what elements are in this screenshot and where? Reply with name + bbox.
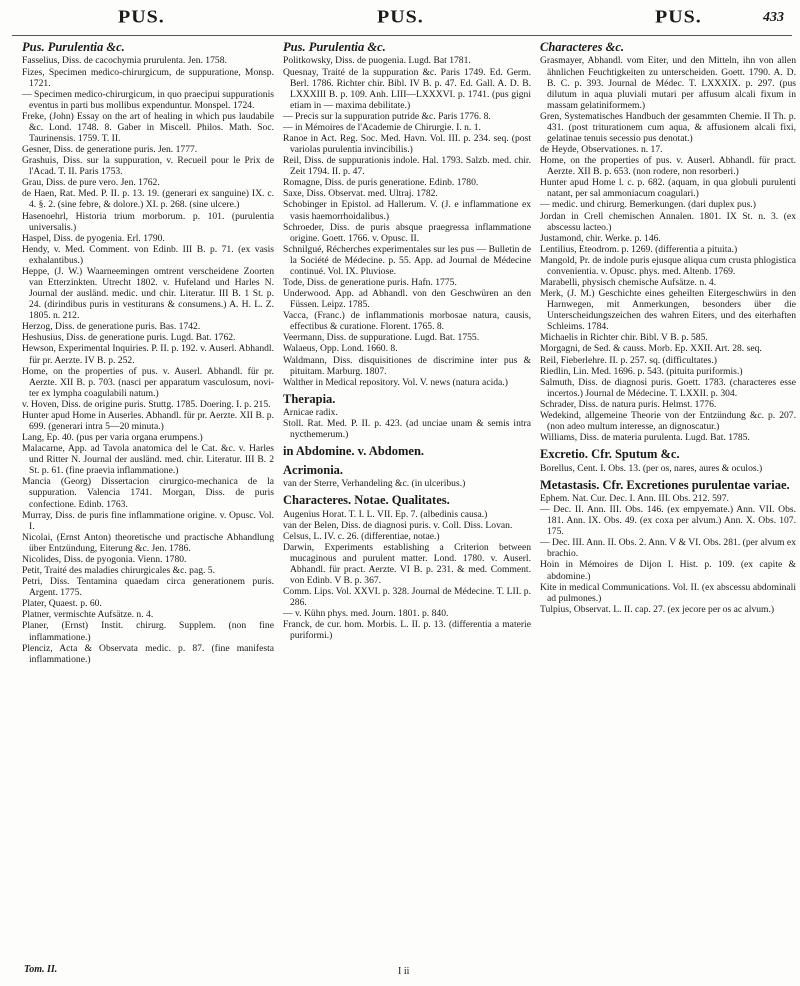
column-1 [22, 40, 274, 665]
bibliography-entry: v. Hoven, Diss. de origine puris. Stuttg. 1785. Doering. I. p. 215. [22, 398, 271, 410]
bibliography-entry: Nicolai, (Ernst Anton) theoretische und practische Abhandlung über Entzündung, Eiterung &c. Jen. 1786. [22, 531, 274, 554]
bibliography-entry: Waldmann, Diss. disquisitiones de discrimine inter pus & pituitam. Marburg. 1807. [283, 354, 531, 377]
bibliography-entry: — Dec. II. Ann. III. Obs. 146. (ex empyemate.) Ann. VII. Obs. 181. Ann. IX. Obs. 49. (ex coxa per alvum.) Ann. X. Obs. 107. 175. [540, 504, 796, 538]
bibliography-entry: Jordan in Crell chemischen Annalen. 1801. IX St. n. 3. (ex abscessu lacteo.) [540, 210, 796, 233]
bibliography-entry: Hoin in Mémoires de Dijon I. Hist. p. 109. (ex capite & abdomine.) [540, 559, 796, 582]
bibliography-entry: — in Mémoires de l'Academie de Chirurgie. I. n. 1. [283, 121, 481, 133]
bibliography-entry: Grasmayer, Abhandl. vom Eiter, und den Mitteln, ihn von allen ähnlichen Feuchtigkeiten zu unterscheiden. Goett. 1790. A. D. B. C. p. 393. Journal de Médec. T. LXXXIX. p. 297. (pus dilutum in aqua pluviali mutari per affusum alcali fixum in massam gelatiniformem.) [540, 55, 796, 111]
bibliography-entry: Comm. Lips. Vol. XXVI. p. 328. Journal de Médecine. T. LII. p. 286. [283, 586, 531, 609]
column-2 [283, 40, 531, 642]
bibliography-entry: Schobinger in Epistol. ad Hallerum. V. (J. e inflammatione ex vasis haemorrhoidalibus.) [283, 199, 531, 222]
bibliography-entry: Platner, vermischte Aufsätze. n. 4. [22, 609, 154, 621]
section-heading: Therapia. [283, 391, 336, 406]
bibliography-entry: Stoll. Rat. Med. P. II. p. 423. (ad unciae unam & semis intra nycthemerum.) [283, 418, 531, 441]
bibliography-entry: Nicolides, Diss. de pyogonia. Vienn. 1780. [22, 553, 187, 565]
bibliography-entry: Justamond, chir. Werke. p. 146. [540, 232, 661, 244]
bibliography-entry: Hendy, v. Med. Comment. von Edinb. III B. p. 71. (ex vasis exhalantibus.) [22, 243, 274, 266]
running-head: Pus. Purulentia &c. [283, 40, 386, 54]
bibliography-entry: Malacarne, App. ad Tavola anatomica del le Cat. &c. v. Harles und Ritter N. Journal der ausländ. med. chir. Literatur. III B. 2 St. p. 61. (fine praevia inflammatione.) [22, 443, 274, 477]
section-heading: Metastasis. Cfr. Excretiones purulentae variae. [540, 477, 790, 492]
bibliography-entry: de Heyde, Observationes. n. 17. [540, 144, 663, 156]
bibliography-entry: Walaeus, Opp. Lond. 1660. 8. [283, 343, 398, 355]
bibliography-entry: Salmuth, Diss. de diagnosi puris. Goett. 1783. (characteres esse incertos.) Journal de Médecine. T. LXXII. p. 304. [540, 376, 796, 399]
bibliography-entry: Politkowsky, Diss. de puogenia. Lugd. Bat 1781. [283, 55, 471, 67]
page-number: 433 [763, 10, 784, 25]
bibliography-entry: Lentilius, Eteodrom. p. 1269. (differentia a pituita.) [540, 243, 738, 255]
section-heading: Characteres. Notae. Qualitates. [283, 493, 450, 508]
bibliography-entry: Mangold, Pr. de indole puris ejusque aliqua cum crusta phlogistica convenientia. v. Opusc. phys. med. Altenb. 1769. [540, 254, 796, 277]
bibliography-entry: Franck, de cur. hom. Morbis. L. II. p. 13. (differentia a materie puriformi.) [283, 619, 531, 642]
bibliography-entry: Heshusius, Diss. de generatione puris. Lugd. Bat. 1762. [22, 332, 236, 344]
header-middle: PUS. [377, 6, 424, 28]
bibliography-entry: Fasselius, Diss. de cacochymia prurulenta. Jen. 1758. [22, 55, 227, 67]
bibliography-entry: Borellus, Cent. I. Obs. 13. (per os, nares, aures & oculos.) [540, 462, 763, 474]
bibliography-entry: Underwood. App. ad Abhandl. von den Geschwüren an den Füssen. Leipz. 1785. [283, 288, 531, 311]
bibliography-entry: Plater, Quaest. p. 60. [22, 598, 102, 610]
bibliography-entry: de Haen, Rat. Med. P. II. p. 13. 19. (generari ex sanguine) IX. c. 4. §. 2. (sine febre, & dolore.) XI. p. 268. (sine ulcere.) [22, 188, 274, 211]
bibliography-entry: Quesnay, Traité de la suppuration &c. Paris 1749. Ed. Germ. Berl. 1786. Richter chir. Bibl. IV B. p. 47. Ed. Gall. A. D. B. LXXXIII B. p. 109. Anh. LIII—LXXXVI. p. 1741. (pus gigni etiam in — maxima debilitate.) [283, 66, 531, 111]
header-rule [12, 35, 792, 36]
running-head: Pus. Purulentia &c. [22, 40, 125, 54]
bibliography-entry: — Precis sur la suppuration putride &c. Paris 1776. 8. [283, 110, 491, 122]
bibliography-entry: Saxe, Diss. Observat. med. Ultraj. 1782. [283, 188, 438, 200]
bibliography-entry: Marabelli, physisch chemische Aufsätze. n. 4. [540, 277, 717, 288]
bibliography-entry: Home, on the properties of pus. v. Auserl. Abhandl. für pr. Aerzte. XII B. p. 703. (nasci per apparatum vasculosum, novi-ter ex lympha coagulabili natum.) [22, 365, 274, 399]
bibliography-entry: Tode, Diss. de generatione puris. Hafn. 1775. [283, 277, 457, 288]
bibliography-entry: — medic. und chirurg. Bemerkungen. (dari duplex pus.) [540, 199, 756, 211]
section-heading: Acrimonia. [283, 462, 344, 477]
bibliography-entry: Home, on the properties of pus. v. Auserl. Abhandl. für pract. Aerzte. XII B. p. 653. (non rodere, non resorberi.) [540, 155, 796, 178]
section-heading: Excretio. Cfr. Sputum &c. [540, 447, 680, 462]
bibliography-entry: Hewson, Experimental Inquiries. P. II. p. 192. v. Auserl. Abhandl. für pr. Aerzte. IV B. p. 252. [22, 343, 274, 366]
bibliography-entry: Lang, Ep. 40. (pus per varia organa erumpens.) [22, 432, 203, 444]
bibliography-entry: Reil, Fieberlehre. II. p. 257. sq. (difficultates.) [540, 354, 717, 366]
bibliography-entry: Morgagni, de Sed. & causs. Morb. Ep. XXII. Art. 28. seq. [540, 343, 762, 355]
bibliography-entry: Petri, Diss. Tentamina quaedam circa generationem puris. Argent. 1775. [22, 576, 274, 599]
bibliography-entry: — v. Kühn phys. med. Journ. 1801. p. 840. [283, 608, 449, 620]
bibliography-entry: Freke, (John) Essay on the art of healing in which pus laudabile &c. Lond. 1748. 8. Gaber in Miscell. Philos. Math. Soc. Taurinensis. 1759. T. II. [22, 110, 274, 144]
bibliography-entry: Reil, Diss. de suppurationis indole. Hal. 1793. Salzb. med. chir. Zeit 1794. II. p. 47. [283, 155, 531, 178]
bibliography-entry: Mancia (Georg) Dissertacion cirurgico-mechanica de la suppuration. Valencia 1741. Morgan, Diss. de puris confectione. Edinb. 1763. [22, 476, 274, 510]
bibliography-entry: Heppe, (J. W.) Waarneemingen omtrent verscheidene Zoorten van Etterzinkten. Utrecht 1802. v. Hufeland und Harles N. Journal der ausländ. medic. und chir. Literatur. III B. 1 St. p. 24. (dirindibus puris in vestiturans & consumens.) A. H. L. Z. 1805. n. 212. [22, 265, 274, 322]
bibliography-entry: Herzog, Diss. de generatione puris. Bas. 1742. [22, 321, 201, 333]
bibliography-entry: Hunter apud Home in Auserles. Abhandl. für pr. Aerzte. XII B. p. 699. (generari intra 5—20 minuta.) [22, 409, 274, 433]
bibliography-entry: van der Sterre, Verhandeling &c. (in ulceribus.) [283, 478, 466, 490]
bibliography-entry: Merk, (J. M.) Geschichte eines geheilten Eitergeschwürs in den Harnwegen, mit Anmerkungen, besonders über die Unterscheidungszeichen des wahren Eiters, und des eiterhaften Schleims. 1784. [540, 288, 796, 333]
bibliography-entry: Schroeder, Diss. de puris absque praegressa inflammatione origine. Goett. 1766. v. Opusc. II. [283, 221, 531, 244]
bibliography-entry: Schrader, Diss. de natura puris. Helmst. 1776. [540, 398, 717, 410]
running-head: Characteres &c. [540, 40, 625, 54]
bibliography-entry: Ranoe in Act. Reg. Soc. Med. Havn. Vol. III. p. 234. seq. (post variolas purulentia invincibilis.) [283, 132, 531, 156]
header-left: PUS. [118, 6, 165, 28]
bibliography-entry: Veermann, Diss. de suppuratione. Lugd. Bat. 1755. [283, 332, 480, 344]
entry-list [283, 55, 531, 387]
bibliography-entry: Fizes, Specimen medico-chirurgicum, de suppuratione, Monsp. 1721. [22, 66, 274, 89]
bibliography-entry: van der Belen, Diss. de diagnosi puris. v. Coll. Diss. Lovan. [283, 519, 513, 531]
bibliography-entry: Ephem. Nat. Cur. Dec. I. Ann. III. Obs. 212. 597. [540, 493, 729, 504]
column-3 [540, 40, 796, 615]
bibliography-entry: Petit, Traité des maladies chirurgicales &c. pag. 5. [22, 565, 215, 577]
bibliography-entry: Michaelis in Richter chir. Bibl. V B. p. 585. [540, 332, 708, 344]
bibliography-entry: Wedekind, allgemeine Theorie von der Entzündung &c. p. 207. (non adeo multum interesse, an dignoscatur.) [540, 409, 796, 433]
volume-mark: Tom. II. [24, 964, 58, 975]
bibliography-entry: Haspel, Diss. de pyogenia. Erl. 1790. [22, 232, 165, 244]
bibliography-entry: Williams, Diss. de materia purulenta. Lugd. Bat. 1785. [540, 432, 750, 444]
section-list [540, 447, 796, 615]
bibliography-entry: Gesner, Diss. de generatione puris. Jen. 1777. [22, 144, 198, 156]
bibliography-entry: Vacca, (Franc.) de inflammationis morbosae natura, causis, effectibus & curatione. Florent. 1765. 8. [283, 310, 531, 333]
bibliography-entry: Hunter apud Home l. c. p. 682. (aquam, in qua globuli purulenti natant, per sal ammoniacum coagulari.) [540, 177, 796, 200]
bibliography-entry: Grau, Diss. de pure vero. Jen. 1762. [22, 177, 160, 189]
bibliography-entry: Grashuis, Diss. sur la suppuration, v. Recueil pour le Prix de l'Acad. T. II. Paris 1753. [22, 155, 274, 178]
bibliography-entry: Kite in medical Communications. Vol. II. (ex abscessu abdominali ad pulmones.) [540, 581, 796, 604]
bibliography-entry: Walther in Medical repository. Vol. V. news (natura acida.) [283, 376, 508, 388]
header-right: PUS. [655, 6, 702, 28]
section-heading: in Abdomine. v. Abdomen. [283, 444, 425, 459]
bibliography-entry: Hasenoehrl, Historia trium morborum. p. 101. (purulentia universalis.) [22, 210, 274, 233]
bibliography-entry: Gren, Systematisches Handbuch der gesammten Chemie. II Th. p. 431. (post triturationem cum aqua, & affusionem alcali fixi, gelatinae tenuis secessio pus denotat.) [540, 110, 796, 144]
bibliography-entry: Celsus, L. IV. c. 26. (differentiae, notae.) [283, 530, 440, 542]
bibliography-entry: Murray, Diss. de puris fine inflammatione origine. v. Opusc. Vol. I. [22, 509, 274, 532]
bibliography-entry: Tulpius, Observat. L. II. cap. 27. (ex jecore per os ac alvum.) [540, 603, 775, 615]
bibliography-entry: Plenciz, Acta & Observata medic. p. 87. (fine manifesta inflammatione.) [22, 642, 274, 665]
bibliography-entry: — Specimen medico-chirurgicum, in quo praecipui suppurationis eventus in parti bus mollibus expenduntur. Monspel. 1724. [22, 88, 274, 111]
entry-list [22, 55, 274, 664]
bibliography-entry: Planer, (Ernst) Instit. chirurg. Supplem. (non fine inflammatione.) [22, 620, 274, 643]
bibliography-entry: — Dec. III. Ann. II. Obs. 2. Ann. V & VI. Obs. 281. (per alvum ex brachio. [540, 537, 796, 560]
bibliography-entry: Schnilgué, Récherches experimentales sur les pus — Bulletin de la Société de Médecine. p. 55. App. ad Journal de Médecine continué. Vol. IX. Pluviose. [283, 243, 531, 277]
entry-list [540, 55, 796, 443]
signature-mark: I ii [398, 966, 410, 977]
bibliography-entry: Arnicae radix. [283, 407, 338, 419]
bibliography-entry: Riedlin, Lin. Med. 1696. p. 543. (pituita puriformis.) [540, 365, 743, 377]
section-list [283, 392, 531, 642]
bibliography-entry: Augenius Horat. T. I. L. VII. Ep. 7. (albedinis causa.) [283, 508, 488, 520]
bibliography-entry: Romagne, Diss. de puris generatione. Edinb. 1780. [283, 177, 479, 189]
bibliography-entry: Darwin, Experiments establishing a Criterion between mucaginous and purulent matter. Lond. 1780. v. Auserl. Abhandl. für pract. Aerzte. VI B. p. 231. & med. Comment. von Edinb. V B. p. 367. [283, 541, 531, 587]
